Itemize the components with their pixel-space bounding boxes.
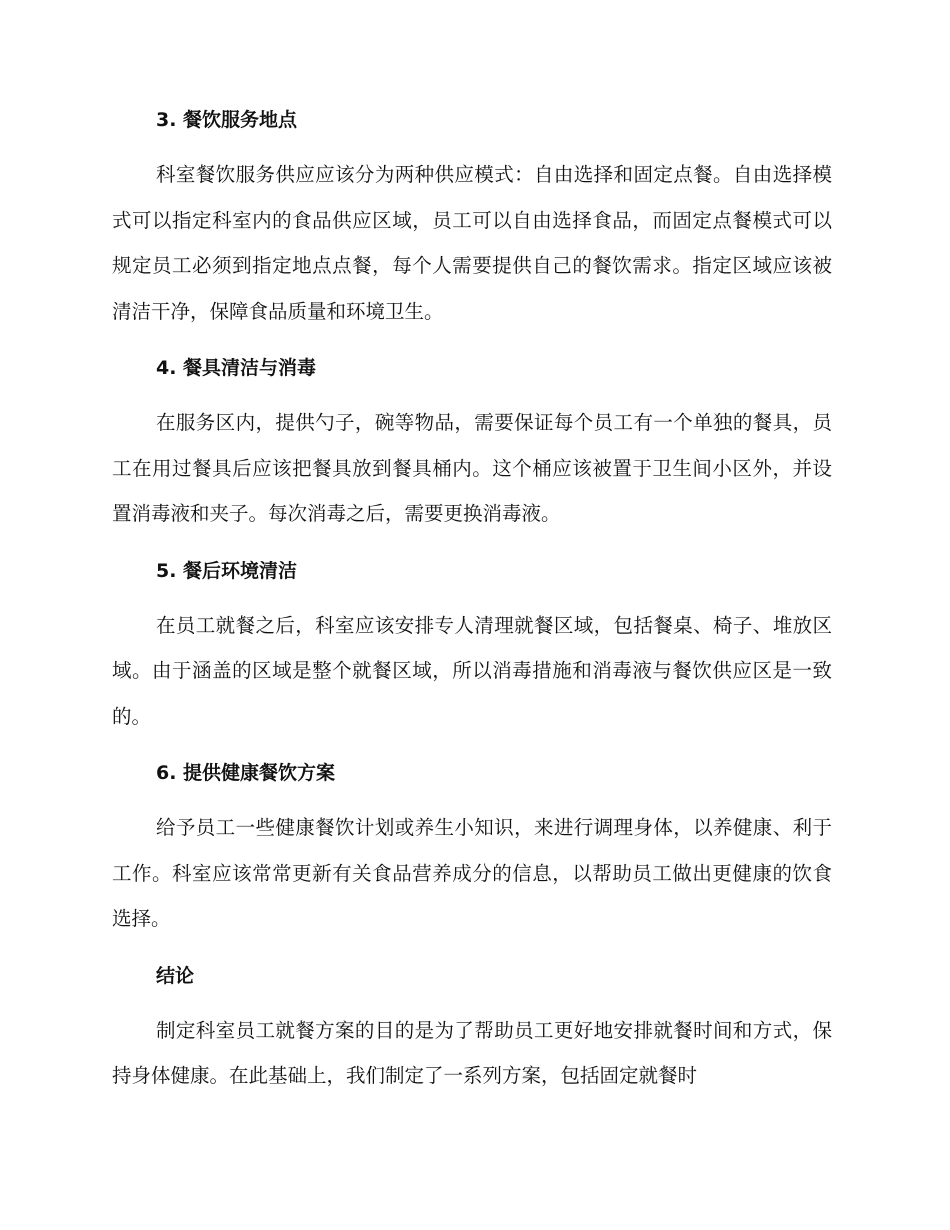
section-heading-dining-location: 3. 餐饮服务地点 — [156, 109, 298, 131]
document-page — [112, 108, 832, 1121]
section-heading-tableware-cleaning: 4. 餐具清洁与消毒 — [156, 357, 317, 379]
section-heading-conclusion: 结论 — [156, 964, 195, 987]
section-heading-after-meal-cleaning: 5. 餐后环境清洁 — [156, 559, 298, 582]
section-body-conclusion: 制定科室员工就餐方案的目的是为了帮助员工更好地安排就餐时间和方式，保持身体健康。在此基础上，我们制定了一系列方案，包括固定就餐时 — [112, 1018, 832, 1087]
section-body-dining-location: 科室餐饮服务供应应该分为两种供应模式：自由选择和固定点餐。自由选择模式可以指定科室内的食品供应区域，员工可以自由选择食品，而固定点餐模式可以规定员工必须到指定地点点餐，每个人需要提供自己的餐饮需求。指定区域应该被清洁干净，保障食品质量和环境卫生。 — [112, 163, 832, 323]
section-heading-healthy-diet: 6. 提供健康餐饮方案 — [156, 762, 336, 784]
section-body-after-meal-cleaning: 在员工就餐之后，科室应该安排专人清理就餐区域，包括餐桌、椅子、堆放区域。由于涵盖的区域是整个就餐区域，所以消毒措施和消毒液与餐饮供应区是一致的。 — [112, 613, 832, 728]
section-body-tableware-cleaning: 在服务区内，提供勺子，碗等物品，需要保证每个员工有一个单独的餐具，员工在用过餐具后应该把餐具放到餐具桶内。这个桶应该被置于卫生间小区外，并设置消毒液和夹子。每次消毒之后，需要更换消毒液。 — [112, 411, 832, 525]
section-body-healthy-diet: 给予员工一些健康餐饮计划或养生小知识，来进行调理身体，以养健康、利于工作。科室应该常常更新有关食品营养成分的信息，以帮助员工做出更健康的饮食选择。 — [112, 816, 832, 930]
